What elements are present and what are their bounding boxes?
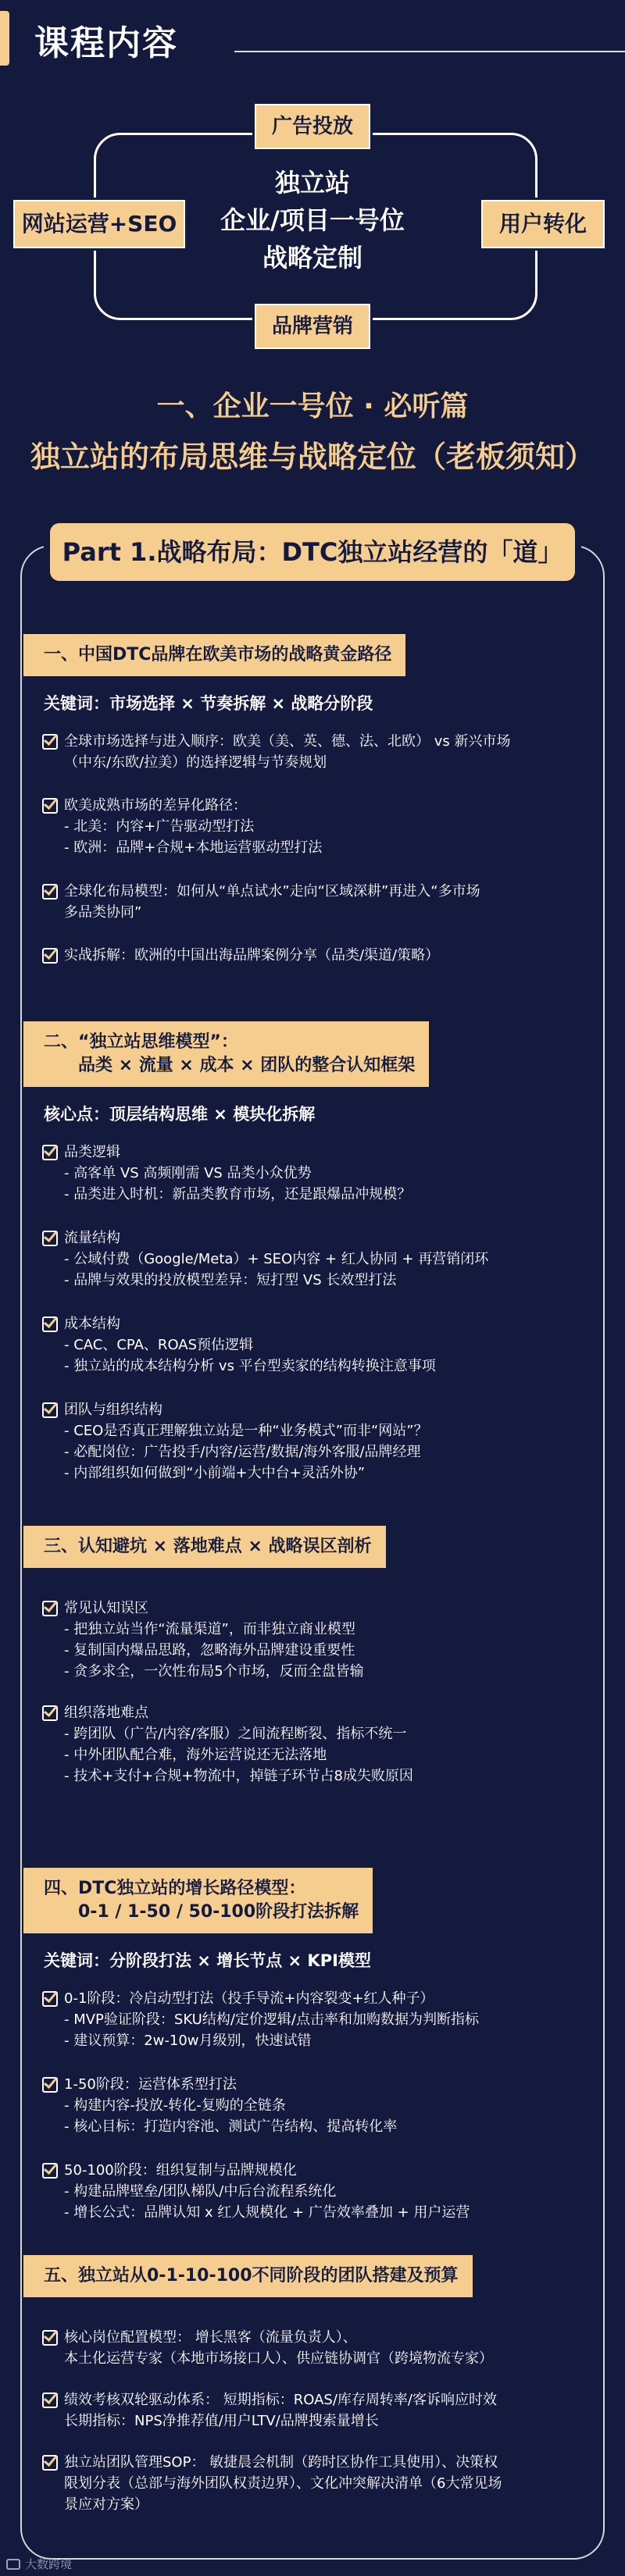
list-item: 成本结构 - CAC、CPA、ROAS预估逻辑 - 独立站的成本结构分析 vs 平台型卖家的结构转换注意事项 [42, 1313, 589, 1377]
diagram-node-ad-placement: 广告投放 [255, 104, 370, 149]
list-item: 常见认知误区 - 把独立站当作“流量渠道”，而非独立商业模型 - 复制国内爆品思路，忽略海外品牌建设重要性 - 贪多求全，一次性布局5个市场，反而全盘皆输 [42, 1598, 589, 1682]
checkbox-icon [42, 1231, 58, 1246]
checkbox-icon [42, 798, 58, 814]
footer-logo: 大数跨境 [6, 2556, 72, 2572]
checkbox-icon [42, 734, 58, 750]
section-tab-text: 二、“独立站思维模型”： [44, 1032, 238, 1052]
list-item: 1-50阶段：运营体系型打法 - 构建内容-投放-转化-复购的全链条 - 核心目标：打造内容池、测试广告结构、提高转化率 [42, 2074, 589, 2137]
header-divider [234, 51, 625, 52]
module-subtitle: 独立站的布局思维与战略定位（老板须知） [30, 440, 595, 474]
section-tab-4 [23, 1868, 373, 1933]
diagram-node-site-operation-seo: 网站运营+SEO [13, 200, 185, 248]
part-banner: Part 1.战略布局：DTC独立站经营的「道」 [50, 523, 575, 581]
logo-icon [6, 2559, 20, 2570]
checkbox-icon [42, 1601, 58, 1616]
diagram-node-user-conversion: 用户转化 [481, 200, 605, 248]
checkbox-icon [42, 1705, 58, 1721]
section-tab-3 [23, 1526, 386, 1568]
list-item: 品类逻辑 - 高客单 VS 高频刚需 VS 品类小众优势 - 品类进入时机：新品类教育市场，还是跟爆品冲规模？ [42, 1142, 589, 1205]
list-item: 组织落地难点 - 跨团队（广告/内容/客服）之间流程断裂、指标不统一 - 中外团队配合难，海外运营说还无法落地 - 技术+支付+合规+物流中，掉链子环节占8成失败原因 [42, 1702, 589, 1787]
diagram-node-brand-marketing: 品牌营销 [255, 304, 370, 349]
section-tab-5 [23, 2255, 473, 2297]
list-item: 团队与组织结构 - CEO是否真正理解独立站是一种“业务模式”而非“网站”？ - 必配岗位：广告投手/内容/运营/数据/海外客服/品牌经理 - 内部组织如何做到“小前端+大中台+灵活外协” [42, 1399, 589, 1484]
section-tab-text: 五、独立站从0-1-10-100不同阶段的团队搭建及预算 [44, 2266, 459, 2286]
checkbox-icon [42, 884, 58, 900]
checkbox-icon [42, 1145, 58, 1160]
list-item: 独立站团队管理SOP： 敏捷晨会机制（跨时区协作工具使用）、决策权 限划分表（总部与海外团队权责边界）、文化冲突解决清单（6大常见场 景应对方案） [42, 2452, 589, 2515]
section-tab-text: 品类 × 流量 × 成本 × 团队的整合认知框架 [78, 1056, 416, 1075]
list-item: 流量结构 - 公域付费（Google/Meta）+ SEO内容 + 红人协同 + 再营销闭环 - 品牌与效果的投放模型差异：短打型 VS 长效型打法 [42, 1227, 589, 1291]
checkbox-icon [42, 1402, 58, 1418]
header-accent-bar [0, 11, 9, 66]
checkbox-icon [42, 2330, 58, 2346]
section-keyline: 核心点：顶层结构思维 × 模块化拆解 [44, 1105, 316, 1124]
checkbox-icon [42, 2393, 58, 2408]
section-tab-2 [23, 1021, 429, 1087]
section-keyline: 关键词：分阶段打法 × 增长节点 × KPI模型 [44, 1951, 371, 1970]
list-item: 核心岗位配置模型： 增长黑客（流量负责人）、 本土化运营专家（本地市场接口人）、供应链协调官（跨境物流专家） [42, 2327, 589, 2369]
checkbox-icon [42, 1991, 58, 2007]
page-title: 课程内容 [34, 23, 178, 63]
section-tab-text: 一、中国DTC品牌在欧美市场的战略黄金路径 [44, 645, 392, 664]
section-tab-text: 三、认知避坑 × 落地难点 × 战略误区剖析 [44, 1537, 372, 1556]
list-item: 0-1阶段：冷启动型打法（投手导流+内容裂变+红人种子） - MVP验证阶段：SKU结构/定价逻辑/点击率和加购数据为判断指标 - 建议预算：2w-10w月级别，快速试错 [42, 1988, 589, 2051]
checkbox-icon [42, 2163, 58, 2179]
diagram-center-line-3: 战略定制 [262, 243, 362, 273]
list-item: 全球化布局模型：如何从“单点试水”走向“区域深耕”再进入“多市场 多品类协同” [42, 881, 589, 923]
list-item: 全球市场选择与进入顺序：欧美（美、英、德、法、北欧） vs 新兴市场 （中东/东欧/拉美）的选择逻辑与节奏规划 [42, 731, 589, 773]
checkbox-icon [42, 2077, 58, 2093]
list-item: 绩效考核双轮驱动体系： 短期指标：ROAS/库存周转率/客诉响应时效 长期指标：NPS净推荐值/用户LTV/品牌搜索量增长 [42, 2389, 589, 2432]
diagram-center-line-1: 独立站 [274, 168, 350, 198]
checkbox-icon [42, 2455, 58, 2471]
list-item: 欧美成熟市场的差异化路径： - 北美：内容+广告驱动型打法 - 欧洲：品牌+合规+本地运营驱动型打法 [42, 795, 589, 858]
module-title: 一、企业一号位 · 必听篇 [156, 390, 469, 422]
diagram-center-line-2: 企业/项目一号位 [220, 205, 405, 235]
checkbox-icon [42, 1317, 58, 1332]
list-item: 实战拆解：欧洲的中国出海品牌案例分享（品类/渠道/策略） [42, 945, 589, 966]
section-keyline: 关键词：市场选择 × 节奏拆解 × 战略分阶段 [44, 694, 373, 713]
section-tab-1 [23, 634, 405, 676]
list-item: 50-100阶段：组织复制与品牌规模化 - 构建品牌壁垒/团队梯队/中后台流程系统化 - 增长公式：品牌认知 x 红人规模化 + 广告效率叠加 + 用户运营 [42, 2160, 589, 2223]
section-tab-text: 0-1 / 1-50 / 50-100阶段打法拆解 [78, 1902, 359, 1922]
checkbox-icon [42, 948, 58, 964]
section-tab-text: 四、DTC独立站的增长路径模型： [44, 1879, 306, 1898]
